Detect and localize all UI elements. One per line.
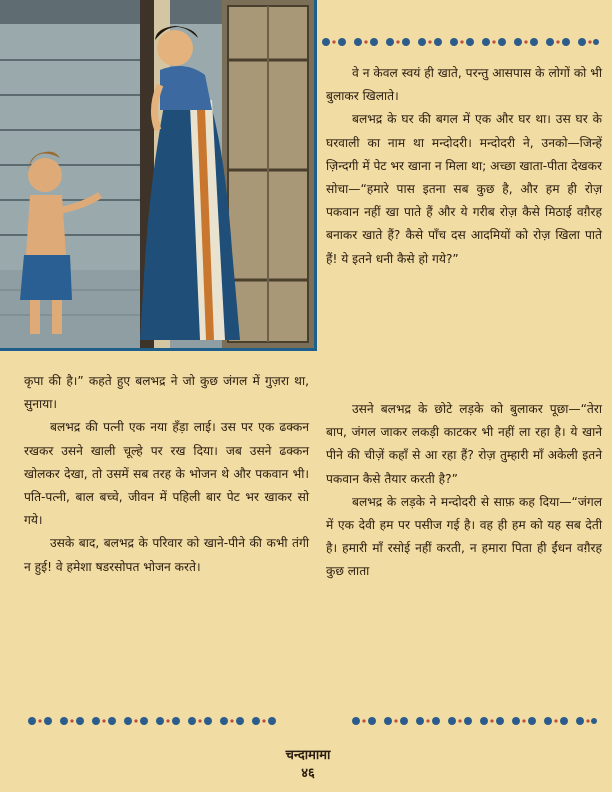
right-text-column-top (326, 62, 602, 271)
page-number: ४६ (301, 766, 315, 781)
left-text-column (24, 370, 309, 579)
top-ornament-border (318, 34, 600, 50)
right-paragraph-4: बलभद्र के लड़के ने मन्दोदरी से साफ़ कह दिया—“जंगल में एक देवी हम पर पसीज गई है। वह ही हम को यह सब देती है। हमारी माँ रसोई नहीं करती, न हमारा पिता ही ईंधन वग़ैरह कुछ लाता (326, 494, 602, 579)
story-illustration (0, 0, 317, 351)
bottom-left-ornament-border (24, 713, 282, 729)
right-paragraph-1: वे न केवल स्वयं ही खाते, परन्तु आसपास के लोगों को भी बुलाकर खिलाते। (326, 66, 602, 104)
right-paragraph-3: उसने बलभद्र के छोटे लड़के को बुलाकर पूछा—“तेरा बाप, जंगल जाकर लकड़ी काटकर भी नहीं ला रहा है। ये खाने पीने की चीज़ें कहाँ से आ रहा हैं? रोज़ तुम्हारी माँ अकेली इतने पकवान कैसे तैयार करती है?” (326, 402, 602, 486)
right-text-column-bottom (326, 398, 602, 584)
bottom-right-ornament-border (348, 713, 600, 729)
magazine-title: चन्दामामा (285, 748, 331, 763)
left-paragraph-2: बलभद्र की पत्नी एक नया हँड़ा लाई। उस पर एक ढक्कन रखकर उसने खाली चूल्हे पर रख दिया। जब उसने ढक्कन खोलकर देखा, तो उसमें सब तरह के भोजन थे और पकवान भी। पति-पत्नी, बाल बच्चे, जीवन में पहिली बार पेट भर खाकर सो गये। (24, 420, 309, 528)
right-paragraph-2: बलभद्र के घर की बगल में एक और घर था। उस घर के घरवाली का नाम था मन्दोदरी। मन्दोदरी ने, उनको—जिन्हें ज़िन्दगी में पेट भर खाना न मिला था; अच्छा खाता-पीता देखकर सोचा—“हमारे पास इतना सब कुछ है, और हम ही रोज़ पकवान नहीं खा पाते हैं और ये गरीब रोज़ कैसे मिठाई वग़ैरह बनाकर खाते हैं? कैसे पाँच दस आदमियों को रोज़ खिला पाते हैं! ये इतने धनी कैसे हो गये?” (326, 112, 602, 266)
illustration-image (0, 0, 314, 348)
left-paragraph-3: उसके बाद, बलभद्र के परिवार को खाने-पीने की कभी तंगी न हुई! वे हमेशा षडरसोपत भोजन करते। (24, 536, 309, 574)
left-paragraph-1: कृपा की है।” कहते हुए बलभद्र ने जो कुछ जंगल में गुज़रा था, सुनाया। (24, 374, 309, 412)
